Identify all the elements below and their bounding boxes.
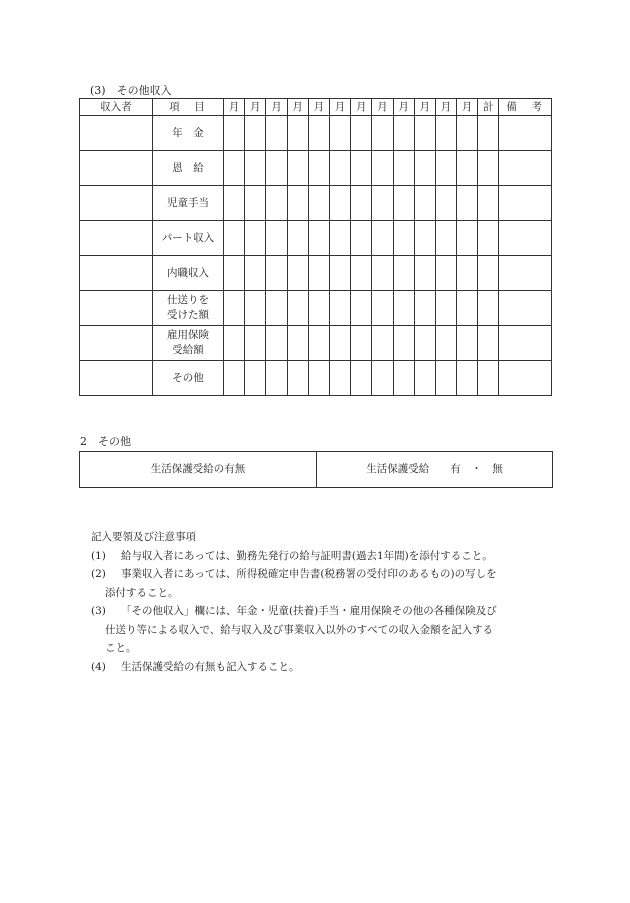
month-amount-cell[interactable]: [287, 186, 308, 221]
month-amount-cell[interactable]: [393, 151, 414, 186]
total-cell[interactable]: [478, 256, 499, 291]
total-cell[interactable]: [478, 116, 499, 151]
header-month-6: 月: [329, 99, 350, 116]
remarks-cell[interactable]: [499, 116, 552, 151]
month-amount-cell[interactable]: [266, 326, 287, 361]
month-amount-cell[interactable]: [245, 326, 266, 361]
month-amount-cell[interactable]: [393, 116, 414, 151]
month-amount-cell[interactable]: [329, 186, 350, 221]
notes-title: 記入要領及び注意事項: [91, 531, 196, 543]
month-amount-cell[interactable]: [435, 326, 456, 361]
month-amount-cell[interactable]: [287, 256, 308, 291]
month-amount-cell[interactable]: [224, 256, 245, 291]
note-line: 事業収入者にあっては、所得税確定申告書(税務署の受付印のあるもの)の写しを: [121, 568, 497, 580]
month-amount-cell[interactable]: [435, 186, 456, 221]
month-amount-cell[interactable]: [245, 256, 266, 291]
month-amount-cell[interactable]: [457, 361, 478, 396]
item-label: 仕送りを 受けた額: [153, 291, 224, 326]
month-amount-cell[interactable]: [372, 151, 393, 186]
item-label: パート収入: [153, 221, 224, 256]
month-amount-cell[interactable]: [457, 221, 478, 256]
note-line: 仕送り等による収入で、給与収入及び事業収入以外のすべての収入金額を記入する: [105, 623, 494, 636]
month-amount-cell[interactable]: [308, 256, 329, 291]
month-amount-cell[interactable]: [351, 291, 372, 326]
earner-cell[interactable]: [80, 291, 153, 326]
month-amount-cell[interactable]: [372, 361, 393, 396]
income-row: [80, 291, 552, 326]
month-amount-cell[interactable]: [372, 116, 393, 151]
earner-cell[interactable]: [80, 221, 153, 256]
welfare-row: [80, 452, 553, 488]
header-month-12: 月: [457, 99, 478, 116]
month-amount-cell[interactable]: [245, 291, 266, 326]
month-amount-cell[interactable]: [372, 221, 393, 256]
month-amount-cell[interactable]: [308, 221, 329, 256]
header-remarks: 備 考: [499, 99, 552, 116]
month-amount-cell[interactable]: [266, 256, 287, 291]
month-amount-cell[interactable]: [351, 186, 372, 221]
other-income-title: (3) その他収入: [90, 84, 172, 97]
note-number: (2): [91, 568, 106, 580]
total-cell[interactable]: [478, 291, 499, 326]
note-item: [91, 565, 561, 602]
note-line: 添付すること。: [105, 586, 179, 599]
welfare-table: [79, 451, 553, 488]
header-month-4: 月: [287, 99, 308, 116]
remarks-cell[interactable]: [499, 291, 552, 326]
month-amount-cell[interactable]: [372, 186, 393, 221]
month-amount-cell[interactable]: [287, 221, 308, 256]
month-amount-cell[interactable]: [308, 116, 329, 151]
earner-cell[interactable]: [80, 151, 153, 186]
income-row: [80, 326, 552, 361]
income-row: [80, 256, 552, 291]
month-amount-cell[interactable]: [224, 116, 245, 151]
earner-cell[interactable]: [80, 116, 153, 151]
month-amount-cell[interactable]: [245, 116, 266, 151]
income-row: [80, 186, 552, 221]
note-line: 「その他収入」欄には、年金・児童(扶養)手当・雇用保険その他の各種保険及び: [121, 605, 497, 617]
month-amount-cell[interactable]: [457, 151, 478, 186]
month-amount-cell[interactable]: [351, 326, 372, 361]
month-amount-cell[interactable]: [351, 256, 372, 291]
note-line: 生活保護受給の有無も記入すること。: [121, 660, 300, 673]
note-number: (3): [91, 605, 106, 617]
month-amount-cell[interactable]: [308, 186, 329, 221]
month-amount-cell[interactable]: [414, 186, 435, 221]
month-amount-cell[interactable]: [224, 186, 245, 221]
income-row: [80, 151, 552, 186]
month-amount-cell[interactable]: [372, 326, 393, 361]
month-amount-cell[interactable]: [372, 291, 393, 326]
income-row: [80, 116, 552, 151]
month-amount-cell[interactable]: [393, 256, 414, 291]
header-month-10: 月: [414, 99, 435, 116]
month-amount-cell[interactable]: [266, 361, 287, 396]
remarks-cell[interactable]: [499, 326, 552, 361]
month-amount-cell[interactable]: [457, 186, 478, 221]
month-amount-cell[interactable]: [287, 116, 308, 151]
header-month-7: 月: [351, 99, 372, 116]
month-amount-cell[interactable]: [224, 326, 245, 361]
other-section-title: 2 その他: [80, 435, 131, 448]
month-amount-cell[interactable]: [414, 291, 435, 326]
month-amount-cell[interactable]: [435, 151, 456, 186]
item-label: 雇用保険 受給額: [153, 326, 224, 361]
remarks-cell[interactable]: [499, 361, 552, 396]
header-month-3: 月: [266, 99, 287, 116]
month-amount-cell[interactable]: [414, 326, 435, 361]
month-amount-cell[interactable]: [287, 361, 308, 396]
month-amount-cell[interactable]: [457, 256, 478, 291]
month-amount-cell[interactable]: [329, 116, 350, 151]
earner-cell[interactable]: [80, 186, 153, 221]
welfare-label: 生活保護受給の有無: [80, 452, 317, 488]
month-amount-cell[interactable]: [457, 291, 478, 326]
month-amount-cell[interactable]: [224, 291, 245, 326]
item-label: 内職収入: [153, 256, 224, 291]
notes-section: [91, 528, 561, 676]
month-amount-cell[interactable]: [457, 116, 478, 151]
month-amount-cell[interactable]: [224, 361, 245, 396]
remarks-cell[interactable]: [499, 186, 552, 221]
month-amount-cell[interactable]: [287, 326, 308, 361]
month-amount-cell[interactable]: [266, 291, 287, 326]
month-amount-cell[interactable]: [308, 151, 329, 186]
month-amount-cell[interactable]: [329, 256, 350, 291]
month-amount-cell[interactable]: [224, 221, 245, 256]
month-amount-cell[interactable]: [266, 116, 287, 151]
item-label: その他: [153, 361, 224, 396]
month-amount-cell[interactable]: [435, 221, 456, 256]
month-amount-cell[interactable]: [393, 291, 414, 326]
month-amount-cell[interactable]: [435, 361, 456, 396]
item-label: 恩 給: [153, 151, 224, 186]
month-amount-cell[interactable]: [414, 221, 435, 256]
month-amount-cell[interactable]: [414, 116, 435, 151]
note-item: [91, 547, 561, 566]
header-month-11: 月: [435, 99, 456, 116]
header-item: 項 目: [153, 99, 224, 116]
header-month-1: 月: [224, 99, 245, 116]
month-amount-cell[interactable]: [393, 186, 414, 221]
header-earner: 収入者: [80, 99, 153, 116]
month-amount-cell[interactable]: [351, 221, 372, 256]
month-amount-cell[interactable]: [245, 186, 266, 221]
month-amount-cell[interactable]: [457, 326, 478, 361]
month-amount-cell[interactable]: [308, 326, 329, 361]
income-row: [80, 361, 552, 396]
note-number: (1): [91, 549, 106, 562]
other-income-header-row: [80, 99, 552, 116]
total-cell[interactable]: [478, 186, 499, 221]
note-line: 給与収入者にあっては、勤務先発行の給与証明書(過去1年間)を添付すること。: [121, 549, 493, 562]
total-cell[interactable]: [478, 361, 499, 396]
month-amount-cell[interactable]: [435, 116, 456, 151]
month-amount-cell[interactable]: [266, 151, 287, 186]
month-amount-cell[interactable]: [414, 151, 435, 186]
month-amount-cell[interactable]: [414, 256, 435, 291]
month-amount-cell[interactable]: [435, 291, 456, 326]
remarks-cell[interactable]: [499, 221, 552, 256]
month-amount-cell[interactable]: [329, 221, 350, 256]
note-item: [91, 658, 561, 677]
header-month-9: 月: [393, 99, 414, 116]
month-amount-cell[interactable]: [435, 256, 456, 291]
item-label: 年 金: [153, 116, 224, 151]
remarks-cell[interactable]: [499, 256, 552, 291]
month-amount-cell[interactable]: [266, 221, 287, 256]
month-amount-cell[interactable]: [329, 291, 350, 326]
month-amount-cell[interactable]: [308, 361, 329, 396]
month-amount-cell[interactable]: [351, 151, 372, 186]
remarks-cell[interactable]: [499, 151, 552, 186]
month-amount-cell[interactable]: [329, 151, 350, 186]
month-amount-cell[interactable]: [287, 291, 308, 326]
month-amount-cell[interactable]: [351, 116, 372, 151]
month-amount-cell[interactable]: [245, 221, 266, 256]
header-month-5: 月: [308, 99, 329, 116]
notes-list: [91, 547, 561, 677]
month-amount-cell[interactable]: [245, 151, 266, 186]
income-row: [80, 221, 552, 256]
welfare-value: 生活保護受給 有 ・ 無: [317, 452, 553, 488]
month-amount-cell[interactable]: [245, 361, 266, 396]
note-number: (4): [91, 660, 106, 673]
month-amount-cell[interactable]: [393, 361, 414, 396]
header-month-2: 月: [245, 99, 266, 116]
month-amount-cell[interactable]: [266, 186, 287, 221]
month-amount-cell[interactable]: [351, 361, 372, 396]
earner-cell[interactable]: [80, 326, 153, 361]
total-cell[interactable]: [478, 151, 499, 186]
month-amount-cell[interactable]: [329, 361, 350, 396]
note-item: [91, 602, 561, 658]
month-amount-cell[interactable]: [372, 256, 393, 291]
note-line: こと。: [105, 642, 137, 654]
earner-cell[interactable]: [80, 361, 153, 396]
other-income-table: [79, 98, 552, 396]
header-month-8: 月: [372, 99, 393, 116]
earner-cell[interactable]: [80, 256, 153, 291]
month-amount-cell[interactable]: [393, 221, 414, 256]
total-cell[interactable]: [478, 326, 499, 361]
month-amount-cell[interactable]: [224, 151, 245, 186]
header-total: 計: [478, 99, 499, 116]
total-cell[interactable]: [478, 221, 499, 256]
month-amount-cell[interactable]: [329, 326, 350, 361]
month-amount-cell[interactable]: [308, 291, 329, 326]
month-amount-cell[interactable]: [393, 326, 414, 361]
item-label: 児童手当: [153, 186, 224, 221]
month-amount-cell[interactable]: [287, 151, 308, 186]
month-amount-cell[interactable]: [414, 361, 435, 396]
